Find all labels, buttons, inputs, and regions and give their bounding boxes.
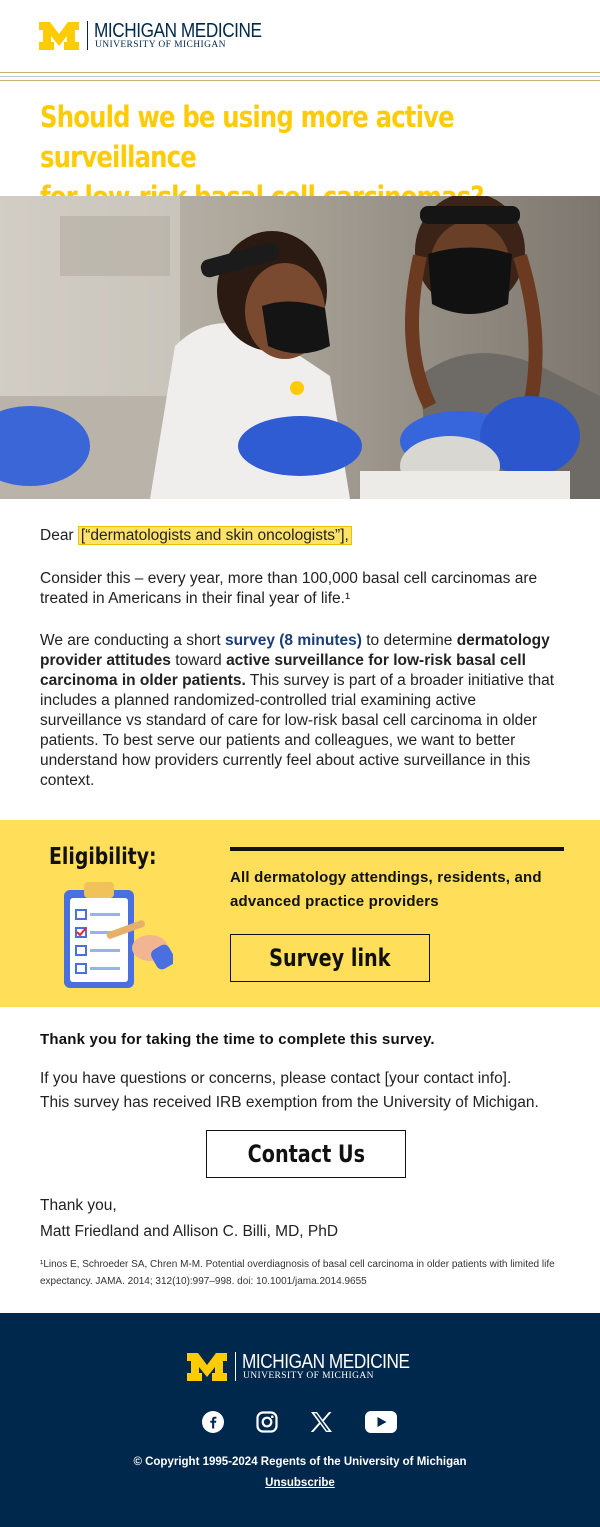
header-rule [0,80,600,81]
facebook-icon[interactable] [201,1410,225,1434]
paragraph-1: Consider this – every year, more than 100,000 basal cell carcinomas are treated in Americans in their final year of life.¹ [40,570,538,607]
survey-duration-link[interactable]: survey (8 minutes) [224,632,362,649]
recipient-placeholder: [“dermatologists and skin oncologists”], [78,526,352,545]
footer-brand-subname: UNIVERSITY OF MICHIGAN [243,1371,374,1381]
header-rule [0,76,600,77]
unsubscribe-link[interactable]: Unsubscribe [265,1477,335,1489]
signoff [40,1193,338,1245]
email-footer [0,1313,600,1527]
p2-text-b: to determine [361,632,457,649]
brand-subname: UNIVERSITY OF MICHIGAN [95,40,226,50]
paragraph-2 [40,631,560,791]
copyright-text: © Copyright 1995-2024 Regents of the University of Michigan [133,1456,467,1468]
clipboard-checklist-icon [58,878,173,993]
hero-lab-photo [0,196,600,499]
eligibility-rule [230,847,564,851]
brand-name: MICHIGAN MEDICINE [94,20,262,42]
contact-line-2: This survey has received IRB exemption from the University of Michigan. [40,1094,539,1111]
footer-logo-divider [235,1352,236,1381]
email-header [0,0,600,72]
eligibility-text: All dermatology attendings, residents, and advanced practice providers [230,869,542,910]
salutation-dear: Dear [40,527,78,544]
x-icon[interactable] [309,1410,333,1434]
signoff-greeting: Thank you, [40,1197,117,1214]
salutation [40,526,560,546]
contact-line-1: If you have questions or concerns, please contact [your contact info]. [40,1070,512,1087]
lab-photo-illustration [0,196,600,499]
p2-text-a: We are conducting a short [40,632,225,649]
signoff-names: Matt Friedland and Allison C. Billi, MD, PhD [40,1223,339,1240]
p2-bold-1: dermatology provider attitudes [40,632,550,669]
citation-footnote: ¹Linos E, Schroeder SA, Chren M-M. Potential overdiagnosis of basal cell carcinoma in older patients with limited life expectancy. JAMA. 2014; 312(10):997–998. doi: 10.1001/jama.2014.9655 [40,1259,555,1287]
survey-link-button[interactable] [230,934,430,982]
contact-us-button[interactable] [206,1130,406,1178]
headline-line1: Should we be using more active surveillance [40,100,454,174]
youtube-icon[interactable] [365,1410,397,1434]
p2-bold-2: active surveillance for low-risk basal cell carcinoma in older patients. [40,652,526,689]
thanks-message: Thank you for taking the time to complete this survey. [40,1031,435,1048]
contact-us-label: Contact Us [247,1140,365,1168]
contact-info [40,1067,600,1115]
logo-divider [87,21,88,50]
survey-link-label: Survey link [269,944,391,972]
p2-text-d: This survey is part of a broader initiative that includes a planned randomized-controlled trial examining active surveillance vs standard of care for low-risk basal cell carcinoma in older patients. To best serve our patients and colleagues, we want to better understand how providers currently feel about active surveillance in this context. [40,672,554,789]
eligibility-title: Eligibility: [49,844,157,870]
block-m-logo[interactable] [39,22,79,50]
block-m-logo[interactable] [187,1353,227,1381]
footer-brand-name: MICHIGAN MEDICINE [242,1351,410,1373]
instagram-icon[interactable] [255,1410,279,1434]
header-rule [0,72,600,73]
p2-text-c: toward [170,652,227,669]
